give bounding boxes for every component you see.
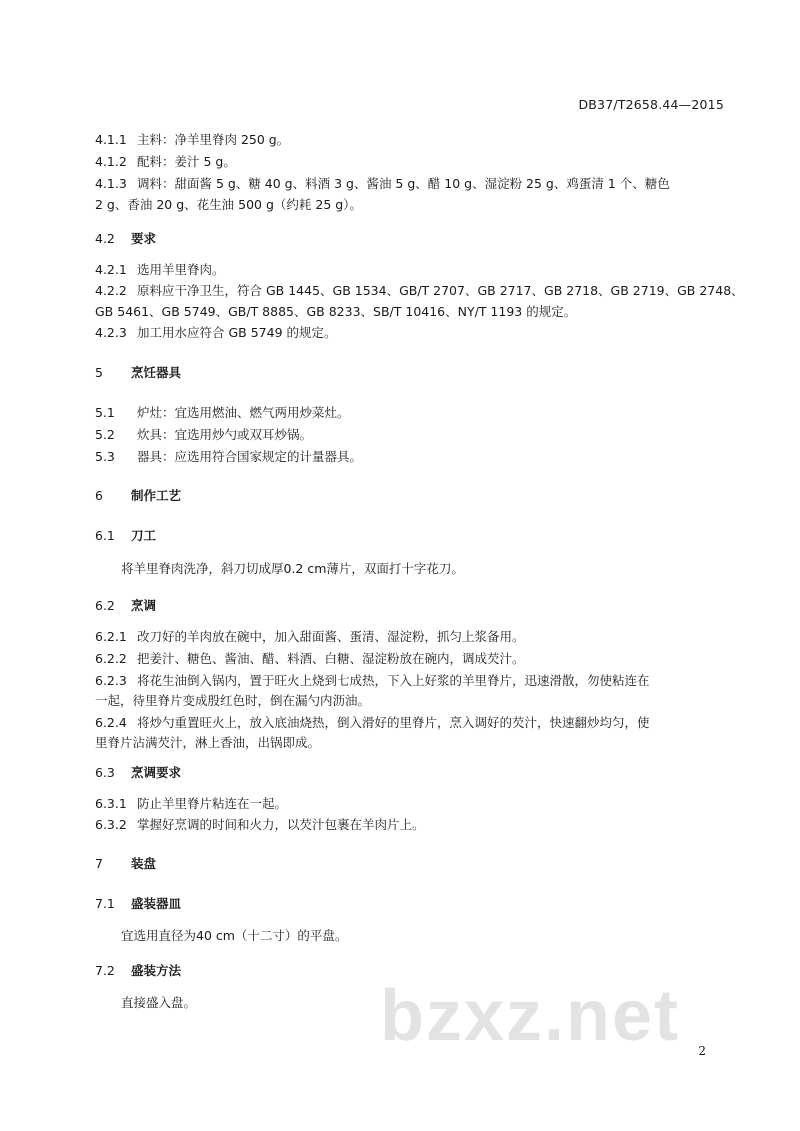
clause-text: 加工用水应符合 GB 5749 的规定。 <box>137 325 337 340</box>
section-heading-7-1 <box>95 895 181 913</box>
clause-number: 5.3 <box>95 449 115 464</box>
paragraph-7-1: 宜选用直径为40 cm（十二寸）的平盘。 <box>121 928 348 943</box>
clause-number: 6.2.2 <box>95 651 127 666</box>
clause-number: 5.2 <box>95 427 115 442</box>
section-number: 6.2 <box>95 598 115 613</box>
section-heading-6 <box>95 487 181 505</box>
clause-text: 将炒勺重置旺火上，放入底油烧热，倒入滑好的里脊片，烹入调好的芡汁，快速翻炒均匀，使 <box>137 715 650 730</box>
clause-text: 将花生油倒入锅内，置于旺火上烧到七成热，下入上好浆的羊里脊片，迅速滑散，勿使粘连在 <box>137 673 650 688</box>
clause-number: 4.2.1 <box>95 262 127 277</box>
clause-text: 炉灶：宜选用燃油、燃气两用炒菜灶。 <box>137 405 350 420</box>
clause-6-2-3 <box>95 672 650 690</box>
section-heading-6-3 <box>95 764 181 782</box>
clause-4-1-3-continued: 2 g、香油 20 g、花生油 500 g（约耗 25 g）。 <box>95 197 362 212</box>
clause-number: 6.2.1 <box>95 629 127 644</box>
clause-text: 选用羊里脊肉。 <box>137 262 225 277</box>
clause-text: 主料：净羊里脊肉 250 g。 <box>137 132 290 147</box>
clause-number: 6.2.3 <box>95 673 127 688</box>
section-heading-5 <box>95 364 181 382</box>
clause-4-2-1 <box>95 261 225 279</box>
clause-number: 5.1 <box>95 405 115 420</box>
clause-text: 改刀好的羊肉放在碗中，加入甜面酱、蛋清、湿淀粉，抓匀上浆备用。 <box>137 629 525 644</box>
section-heading-6-2 <box>95 597 156 615</box>
clause-6-2-3-continued: 一起，待里脊片变成殷红色时，倒在漏勺内沥油。 <box>95 693 371 708</box>
section-title: 要求 <box>131 231 157 246</box>
clause-text: 原料应干净卫生，符合 GB 1445、GB 1534、GB/T 2707、GB 2717、GB 2718、GB 2719、GB 2748、 <box>137 283 744 298</box>
clause-number: 4.1.2 <box>95 154 127 169</box>
page-number: 2 <box>698 1044 706 1058</box>
section-number: 5 <box>95 365 103 380</box>
section-title: 刀工 <box>131 528 157 543</box>
clause-6-2-4 <box>95 714 650 732</box>
clause-4-2-2-continued: GB 5461、GB 5749、GB/T 8885、GB 8233、SB/T 10416、NY/T 1193 的规定。 <box>95 304 577 319</box>
section-title: 烹调要求 <box>131 765 182 780</box>
clause-text: 器具：应选用符合国家规定的计量器具。 <box>137 449 363 464</box>
clause-text: 把姜汁、糖色、酱油、醋、料酒、白糖、湿淀粉放在碗内，调成芡汁。 <box>137 651 525 666</box>
clause-6-2-1 <box>95 628 525 646</box>
clause-number: 4.2.3 <box>95 325 127 340</box>
clause-4-1-2 <box>95 153 236 171</box>
clause-5-1 <box>95 404 350 422</box>
clause-6-3-2 <box>95 816 425 834</box>
section-title: 制作工艺 <box>131 488 182 503</box>
section-heading-4-2 <box>95 230 156 248</box>
clause-6-2-2 <box>95 650 525 668</box>
section-title: 烹饪器具 <box>131 365 182 380</box>
paragraph-7-2: 直接盛入盘。 <box>121 995 197 1010</box>
clause-number: 6.3.1 <box>95 796 127 811</box>
clause-5-3 <box>95 448 362 466</box>
section-number: 6 <box>95 488 103 503</box>
clause-4-2-3 <box>95 324 337 342</box>
clause-6-2-4-continued: 里脊片沾满芡汁，淋上香油，出锅即成。 <box>95 735 321 750</box>
clause-number: 4.1.1 <box>95 132 127 147</box>
section-number: 4.2 <box>95 231 115 246</box>
clause-number: 4.1.3 <box>95 176 127 191</box>
clause-text: 配料：姜汁 5 g。 <box>137 154 236 169</box>
clause-5-2 <box>95 426 312 444</box>
site-watermark: bzxz.net <box>380 976 681 1056</box>
clause-text: 掌握好烹调的时间和火力，以芡汁包裹在羊肉片上。 <box>137 817 425 832</box>
section-title: 烹调 <box>131 598 157 613</box>
section-heading-7-2 <box>95 962 181 980</box>
clause-text: 炊具：宜选用炒勺或双耳炒锅。 <box>137 427 313 442</box>
clause-4-1-1 <box>95 131 289 149</box>
clause-4-2-2 <box>95 282 744 300</box>
clause-6-3-1 <box>95 795 287 813</box>
section-number: 7.1 <box>95 896 115 911</box>
section-title: 盛装器皿 <box>131 896 182 911</box>
standard-code-header: DB37/T2658.44—2015 <box>578 97 724 112</box>
paragraph-6-1: 将羊里脊肉洗净，斜刀切成厚0.2 cm薄片，双面打十字花刀。 <box>121 561 464 576</box>
clause-4-1-3 <box>95 175 670 193</box>
clause-number: 4.2.2 <box>95 283 127 298</box>
section-title: 装盘 <box>131 856 157 871</box>
clause-text: 调料：甜面酱 5 g、糖 40 g、料酒 3 g、酱油 5 g、醋 10 g、湿淀粉 25 g、鸡蛋清 1 个、糖色 <box>137 176 670 191</box>
section-number: 6.1 <box>95 528 115 543</box>
section-number: 7 <box>95 856 103 871</box>
section-title: 盛装方法 <box>131 963 182 978</box>
section-number: 7.2 <box>95 963 115 978</box>
section-heading-6-1 <box>95 527 156 545</box>
clause-text: 防止羊里脊片粘连在一起。 <box>137 796 288 811</box>
section-heading-7 <box>95 855 156 873</box>
clause-number: 6.3.2 <box>95 817 127 832</box>
clause-number: 6.2.4 <box>95 715 127 730</box>
section-number: 6.3 <box>95 765 115 780</box>
